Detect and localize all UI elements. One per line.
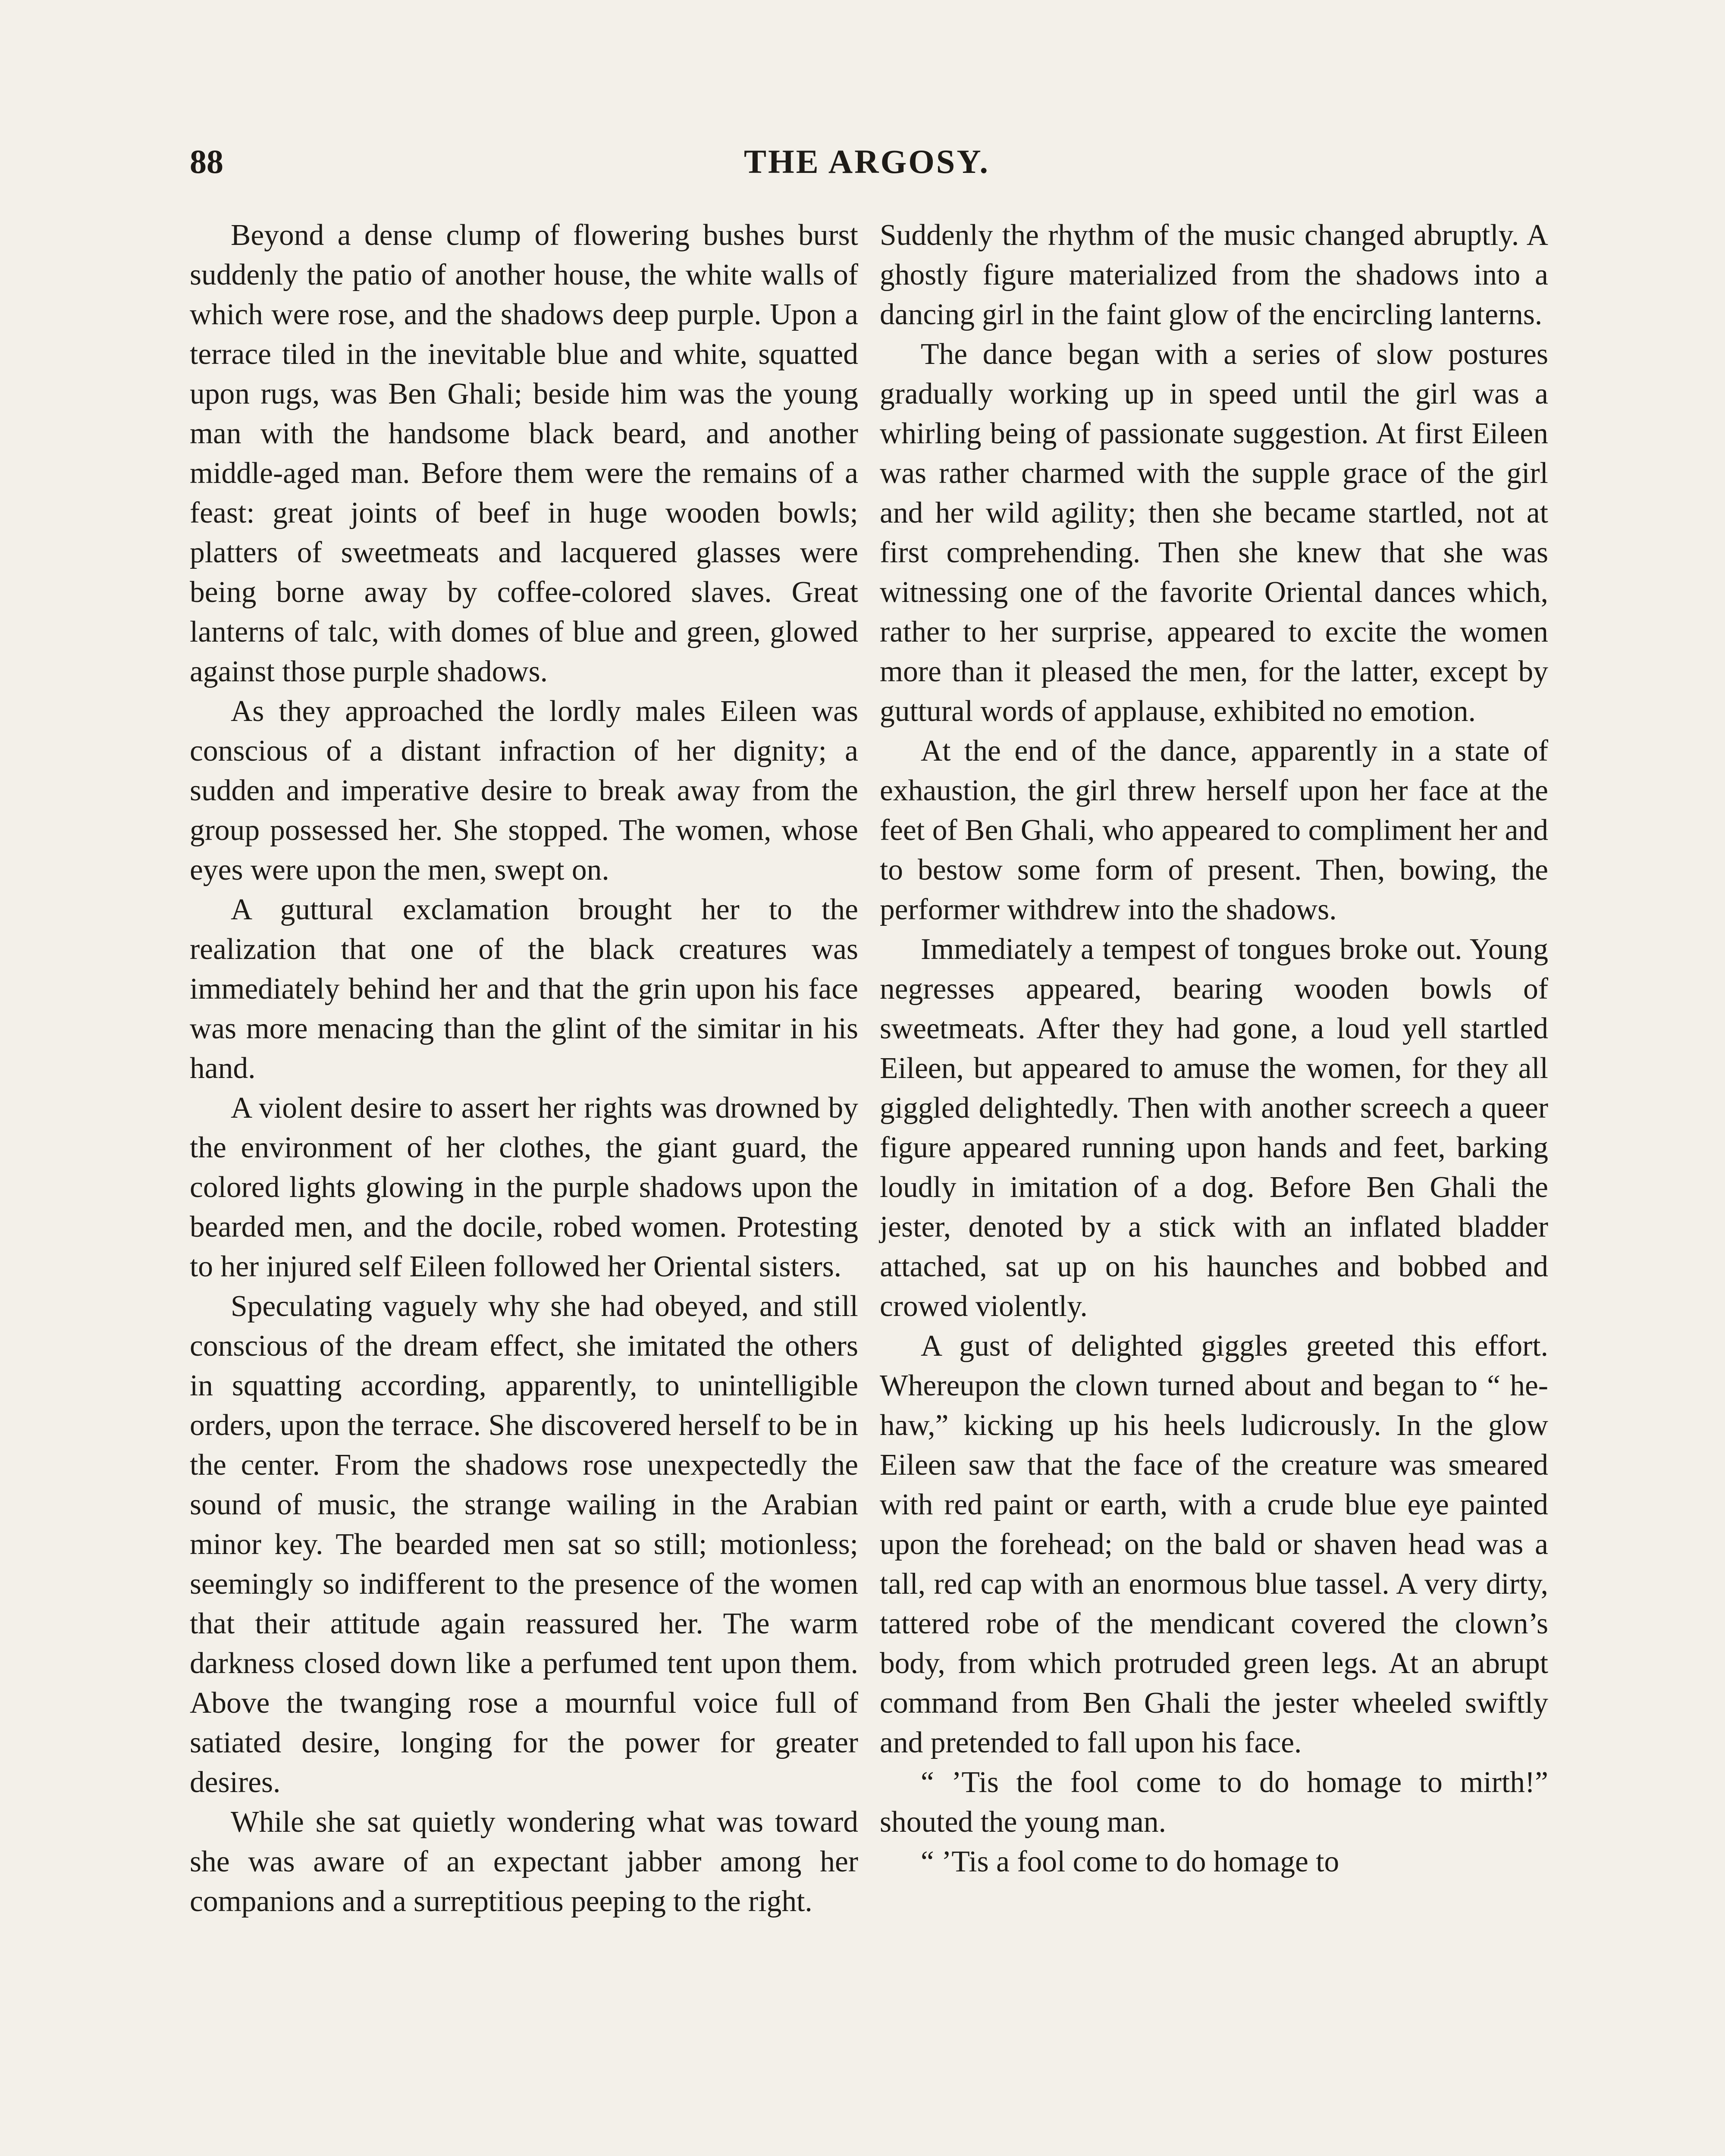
paragraph: A violent desire to assert her rights was drowned by the environment of her clothes, the giant guard, the colored lights glowing in the purple shadows upon the bearded men, and the docile, robed women. Protesting to her injured self Eileen followed her Oriental sisters. (190, 1091, 858, 1283)
page-number: 88 (190, 143, 223, 180)
paragraph: “ ’Tis the fool come to do homage to mirth!” shouted the young man. (880, 1766, 1548, 1839)
paragraph: Beyond a dense clump of flowering bushes burst suddenly the patio of another house, the white walls of which were rose, and the shadows deep purple. Upon a terrace tiled in the inevitable blue and white, squatted upon rugs, was Ben Ghali; beside him was the young man with the handsome black beard, and another middle-aged man. Before them were the remains of a feast: great joints of beef in huge wooden bowls; platters of sweetmeats and lacquered glasses were being borne away by coffee-colored slaves. Great lanterns of talc, with domes of blue and green, glowed against those purple shadows. (190, 219, 858, 688)
paragraph: Immediately a tempest of tongues broke out. Young negresses appeared, bearing wooden bowls of sweetmeats. After they had gone, a loud yell startled Eileen, but appeared to amuse the women, for they all giggled delightedly. Then with another screech a queer figure appeared running upon hands and feet, barking loudly in imitation of a dog. Before Ben Ghali the jester, denoted by a stick with an inflated bladder attached, sat up on his haunches and bobbed and crowed violently. (880, 933, 1548, 1323)
paragraph: At the end of the dance, apparently in a state of exhaustion, the girl threw herself upon her face at the feet of Ben Ghali, who appeared to compliment her and to bestow some form of present. Then, bowing, the performer withdrew into the shadows. (880, 734, 1548, 926)
running-head: THE ARGOSY. (744, 143, 990, 180)
paragraph: “ ’Tis a fool come to do homage to (921, 1845, 1339, 1878)
paragraph: The dance began with a series of slow postures gradually working up in speed until the girl was a whirling being of passionate suggestion. At first Eileen was rather charmed with the supple grace of the girl and her wild agility; then she became startled, not at first comprehending. Then she knew that she was witnessing one of the favorite Oriental dances which, rather to her surprise, appeared to excite the women more than it pleased the men, for the latter, except by guttural words of applause, exhibited no emotion. (880, 338, 1548, 728)
paragraph: While she sat quietly wondering what was toward she was aware of an expectant jabber among her companions and a surreptitious peeping to the right. (190, 1805, 858, 1918)
paragraph: A guttural exclamation brought her to the realization that one of the black creatures was immediately behind her and that the grin upon his face was more menacing than the glint of the simitar in his hand. (190, 893, 858, 1085)
paragraph-continued: Suddenly the rhythm of the music changed abruptly. A ghostly figure materialized from the shadows into a dancing girl in the faint glow of the encircling lanterns. (880, 219, 1548, 331)
paragraph: As they approached the lordly males Eileen was conscious of a distant infraction of her dignity; a sudden and imperative desire to break away from the group possessed her. She stopped. The women, whose eyes were upon the men, swept on. (190, 695, 858, 887)
paragraph: Speculating vaguely why she had obeyed, and still conscious of the dream effect, she imitated the others in squatting according, apparently, to unintelligible orders, upon the terrace. She discovered herself to be in the center. From the shadows rose unexpectedly the sound of music, the strange wailing in the Arabian minor key. The bearded men sat so still; motionless; seemingly so indifferent to the presence of the women that their attitude again reassured her. The warm darkness closed down like a perfumed tent upon them. Above the twanging rose a mournful voice full of satiated desire, longing for the power for greater desires. (190, 1290, 858, 1799)
left-column (190, 216, 858, 1921)
page-header (190, 138, 1544, 190)
paragraph: A gust of delighted giggles greeted this effort. Whereupon the clown turned about and began to “ he-haw,” kicking up his heels ludicrously. In the glow Eileen saw that the face of the creature was smeared with red paint or earth, with a crude blue eye painted upon the forehead; on the bald or shaven head was a tall, red cap with an enormous blue tassel. A very dirty, tattered robe of the mendicant covered the clown’s body, from which protruded green legs. At an abrupt command from Ben Ghali the jester wheeled swiftly and pretended to fall upon his face. (880, 1329, 1548, 1759)
right-column (880, 216, 1548, 1882)
